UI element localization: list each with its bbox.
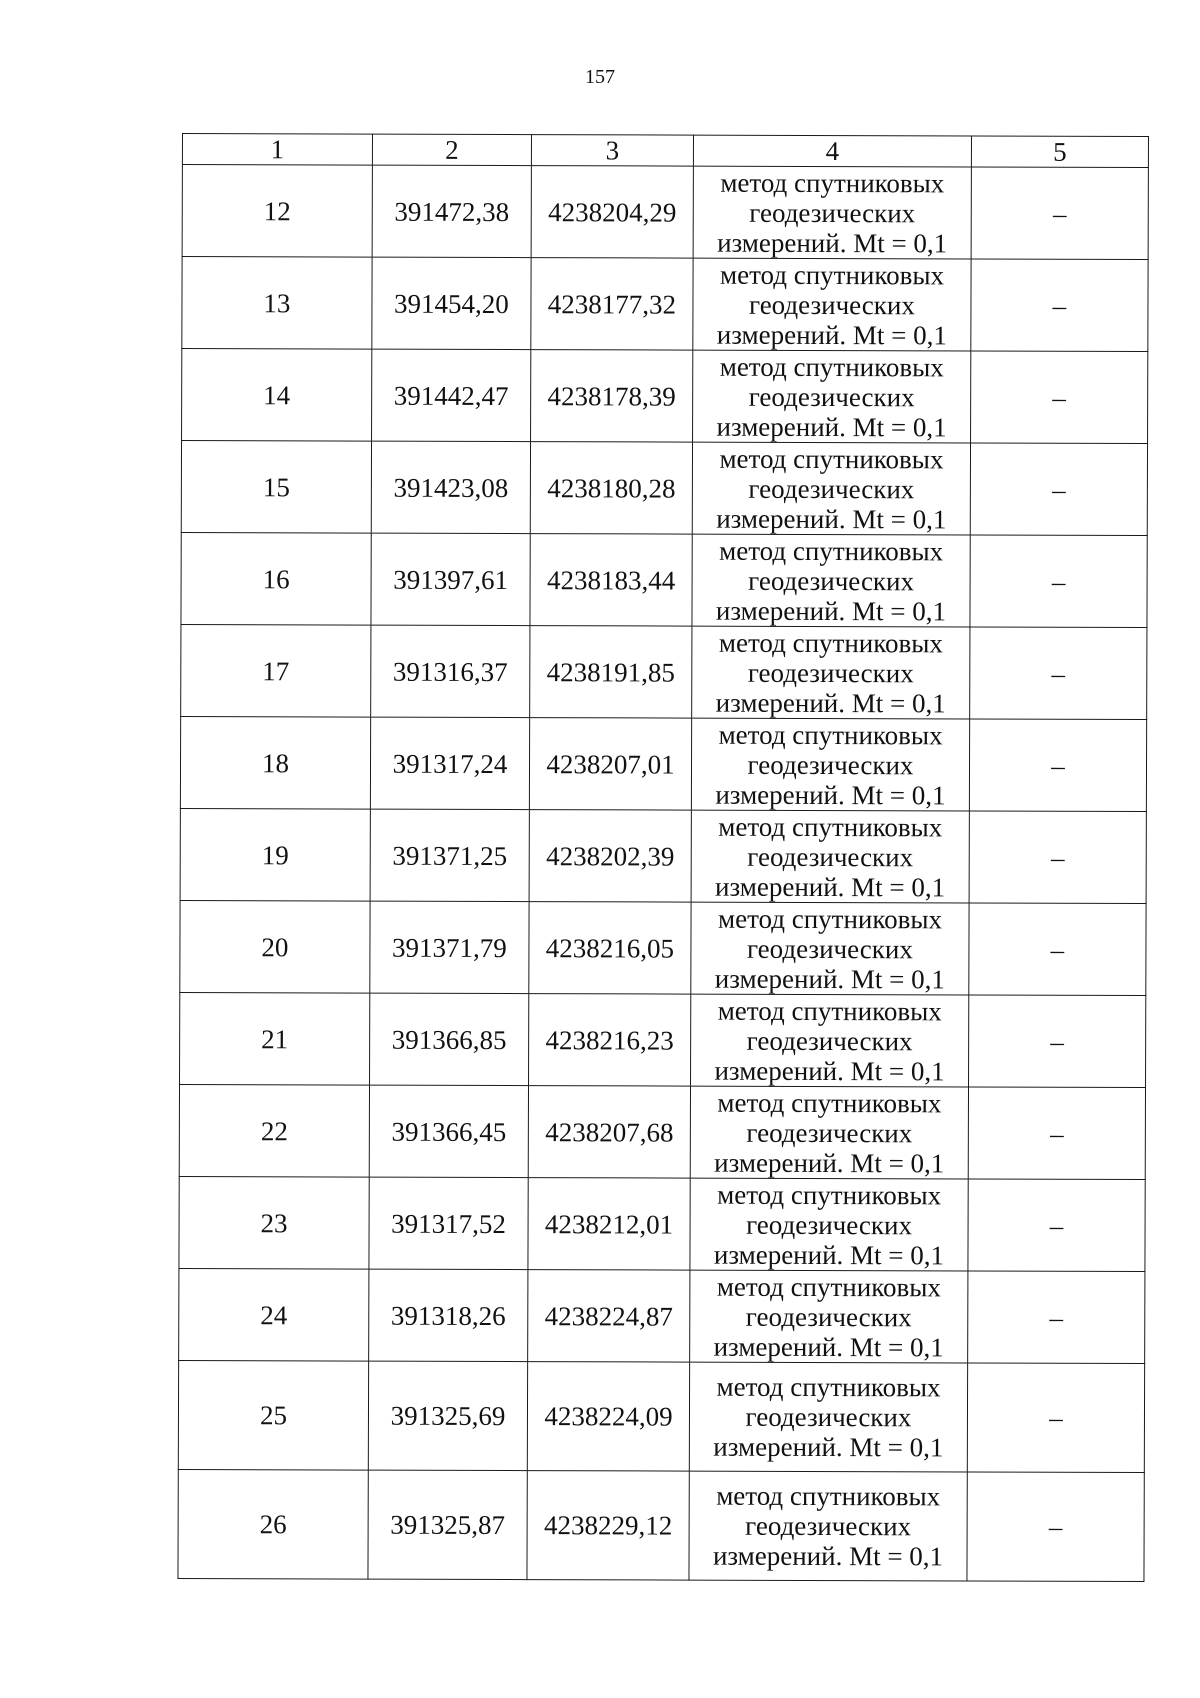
method-cell (689, 1471, 967, 1581)
point-number-cell: 16 (181, 532, 371, 625)
method-line: измерений. Mt = 0,1 (712, 1540, 944, 1572)
table-row (180, 992, 1146, 1087)
coord-y-cell: 4238216,23 (529, 994, 691, 1087)
coord-y-cell: 4238183,44 (530, 534, 692, 627)
method-line: геодезических (748, 473, 915, 504)
method-line: метод спутниковых (718, 627, 943, 658)
method-cell (693, 350, 971, 443)
method-line: метод спутниковых (716, 1480, 941, 1512)
coord-x-cell: 391472,38 (372, 165, 531, 257)
method-line: метод спутниковых (717, 1179, 942, 1210)
table-row (179, 1268, 1145, 1363)
method-line: метод спутниковых (719, 443, 944, 474)
method-line: геодезических (746, 933, 913, 964)
method-line: геодезических (747, 749, 914, 780)
coord-y-cell: 4238177,32 (531, 258, 693, 351)
coord-x-cell: 391371,25 (370, 809, 529, 901)
method-cell (691, 718, 969, 811)
note-cell: – (968, 1271, 1145, 1364)
method-line: геодезических (746, 1209, 913, 1240)
table-row (178, 1360, 1144, 1472)
method-line: геодезических (746, 1117, 913, 1148)
note-cell: – (967, 1472, 1144, 1582)
table-row (180, 716, 1146, 811)
table-row (180, 808, 1146, 903)
method-line: метод спутниковых (718, 811, 943, 842)
table-row (181, 441, 1147, 536)
coord-x-cell: 391454,20 (372, 257, 531, 349)
coord-x-cell: 391316,37 (371, 625, 530, 717)
point-number-cell: 13 (182, 257, 372, 350)
method-cell (691, 902, 969, 995)
table-row (179, 1176, 1145, 1271)
coord-y-cell: 4238229,12 (527, 1471, 689, 1581)
coord-y-cell: 4238212,01 (528, 1178, 690, 1271)
note-cell: – (968, 1179, 1145, 1272)
method-line: метод спутниковых (718, 719, 943, 750)
table-body (178, 165, 1148, 1582)
page-number: 157 (585, 66, 615, 88)
method-line: геодезических (745, 1510, 912, 1542)
method-line: геодезических (748, 289, 915, 320)
method-cell (693, 166, 971, 259)
column-header: 5 (971, 136, 1148, 168)
method-line: геодезических (747, 841, 914, 872)
point-number-cell: 14 (182, 349, 372, 442)
method-line: измерений. Mt = 0,1 (716, 503, 947, 534)
coordinates-table (177, 133, 1149, 1582)
method-line: метод спутниковых (717, 903, 943, 934)
point-number-cell: 12 (182, 165, 372, 258)
method-line: измерений. Mt = 0,1 (713, 1331, 944, 1362)
method-line: измерений. Mt = 0,1 (714, 963, 945, 994)
note-cell: – (969, 811, 1146, 904)
coord-x-cell: 391371,79 (370, 901, 529, 993)
method-line: измерений. Mt = 0,1 (716, 411, 947, 442)
point-number-cell: 20 (180, 900, 370, 993)
table-row (178, 1469, 1144, 1581)
coord-y-cell: 4238191,85 (530, 626, 692, 719)
method-cell (689, 1362, 967, 1472)
note-cell: – (971, 259, 1148, 352)
coord-y-cell: 4238224,87 (528, 1270, 690, 1363)
point-number-cell: 15 (181, 441, 371, 534)
method-line: измерений. Mt = 0,1 (713, 1239, 945, 1270)
method-line: геодезических (745, 1401, 912, 1433)
table-row (181, 624, 1147, 719)
column-header: 2 (372, 134, 531, 165)
note-cell: – (970, 627, 1147, 720)
coord-y-cell: 4238207,68 (528, 1086, 690, 1179)
method-line: геодезических (749, 197, 916, 228)
coord-x-cell: 391325,87 (368, 1470, 527, 1579)
method-cell (690, 1178, 968, 1271)
method-line: измерений. Mt = 0,1 (714, 1147, 945, 1178)
method-line: метод спутниковых (716, 1371, 941, 1403)
method-cell (691, 810, 969, 903)
point-number-cell: 18 (180, 716, 370, 809)
table-row (180, 900, 1146, 995)
method-line: измерений. Mt = 0,1 (715, 687, 946, 718)
coord-y-cell: 4238207,01 (529, 718, 691, 811)
method-cell (691, 994, 969, 1087)
note-cell: – (971, 351, 1148, 444)
point-number-cell: 17 (181, 624, 371, 717)
point-number-cell: 24 (179, 1268, 369, 1361)
point-number-cell: 26 (178, 1469, 368, 1579)
column-header: 4 (693, 135, 971, 167)
method-line: метод спутниковых (719, 351, 944, 382)
coord-x-cell: 391318,26 (369, 1269, 528, 1361)
column-header: 1 (182, 134, 372, 166)
method-cell (692, 534, 970, 627)
coord-y-cell: 4238202,39 (529, 810, 691, 903)
method-line: метод спутниковых (720, 167, 945, 198)
note-cell: – (969, 719, 1146, 812)
point-number-cell: 19 (180, 808, 370, 901)
method-cell (693, 258, 971, 351)
table-row (181, 532, 1147, 627)
point-number-cell: 22 (179, 1084, 369, 1177)
method-line: геодезических (747, 657, 914, 688)
table-row (182, 165, 1148, 260)
method-line: измерений. Mt = 0,1 (715, 595, 947, 626)
method-line: геодезических (748, 565, 915, 596)
coord-x-cell: 391317,24 (370, 717, 529, 809)
coord-x-cell: 391366,85 (370, 993, 529, 1085)
coord-y-cell: 4238204,29 (531, 166, 693, 259)
coord-x-cell: 391317,52 (369, 1177, 528, 1269)
method-line: геодезических (748, 381, 915, 412)
coord-x-cell: 391366,45 (369, 1085, 528, 1177)
method-line: геодезических (745, 1301, 912, 1332)
method-line: измерений. Mt = 0,1 (714, 1055, 945, 1086)
coord-y-cell: 4238180,28 (530, 442, 692, 535)
note-cell: – (969, 995, 1146, 1088)
method-cell (692, 442, 970, 535)
point-number-cell: 25 (178, 1360, 368, 1470)
table-row (182, 257, 1148, 352)
method-line: геодезических (746, 1025, 913, 1056)
method-line: измерений. Mt = 0,1 (713, 1431, 944, 1463)
method-line: метод спутниковых (716, 1271, 941, 1302)
note-cell: – (970, 443, 1147, 536)
method-cell (692, 626, 970, 719)
table-row (182, 349, 1148, 444)
coord-x-cell: 391325,69 (368, 1361, 527, 1470)
coord-x-cell: 391442,47 (372, 349, 531, 441)
method-line: измерений. Mt = 0,1 (715, 779, 946, 810)
method-line: метод спутниковых (717, 995, 942, 1026)
coord-x-cell: 391397,61 (371, 533, 530, 625)
coord-y-cell: 4238224,09 (527, 1362, 689, 1472)
note-cell: – (967, 1363, 1144, 1473)
note-cell: – (970, 535, 1147, 628)
point-number-cell: 21 (180, 992, 370, 1085)
method-line: измерений. Mt = 0,1 (715, 871, 946, 902)
method-cell (690, 1086, 968, 1179)
point-number-cell: 23 (179, 1176, 369, 1269)
note-cell: – (969, 903, 1146, 996)
coord-y-cell: 4238178,39 (531, 350, 693, 443)
method-line: метод спутниковых (719, 535, 944, 566)
coord-x-cell: 391423,08 (371, 441, 530, 533)
method-line: метод спутниковых (720, 259, 945, 290)
coord-y-cell: 4238216,05 (529, 902, 691, 995)
column-header: 3 (531, 135, 693, 167)
method-cell (690, 1270, 968, 1363)
method-line: измерений. Mt = 0,1 (716, 319, 947, 350)
table-row (179, 1084, 1145, 1179)
note-cell: – (971, 167, 1148, 260)
method-line: измерений. Mt = 0,1 (717, 227, 948, 258)
method-line: метод спутниковых (717, 1087, 942, 1118)
table-header-row (182, 134, 1148, 168)
note-cell: – (968, 1087, 1145, 1180)
